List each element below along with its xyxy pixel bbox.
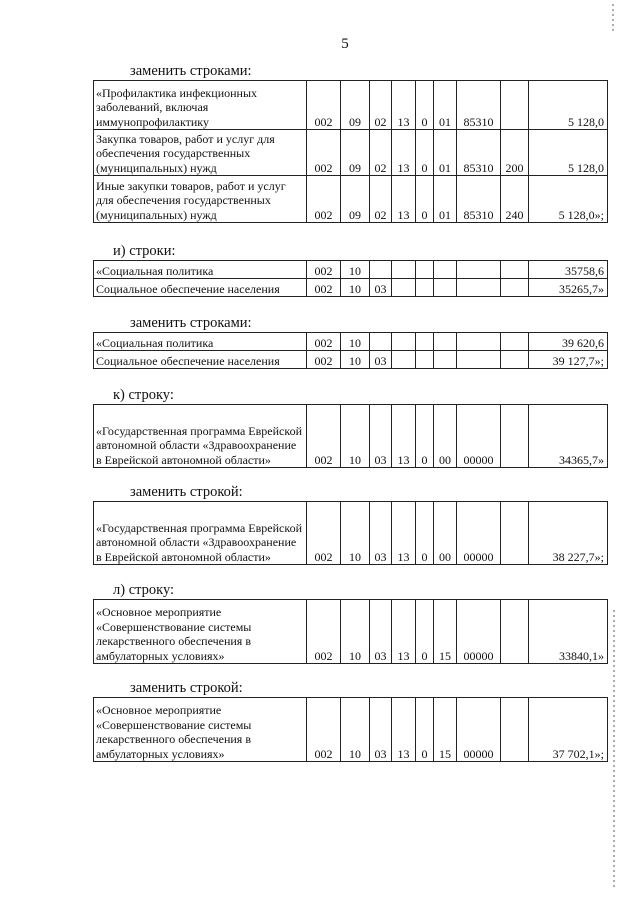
code-c8: 200 <box>501 130 529 176</box>
code-c2: 10 <box>341 405 370 468</box>
row-name: «Основное мероприятие «Совершенствование системы лекарственного обеспечения в амбулаторных условиях» <box>94 600 307 664</box>
code-c5: 0 <box>416 600 434 664</box>
code-c8: 240 <box>501 176 529 223</box>
code-c2: 09 <box>341 176 370 223</box>
block-heading: заменить строкой: <box>130 484 243 500</box>
code-c2: 10 <box>341 333 370 351</box>
code-c1: 002 <box>307 600 341 664</box>
block-heading: к) строку: <box>113 387 174 403</box>
row-name: Закупка товаров, работ и услуг для обеспечения государственных (муниципальных) нужд <box>94 130 307 176</box>
code-c5 <box>416 261 434 279</box>
block-heading: заменить строками: <box>130 315 252 331</box>
code-c1: 002 <box>307 261 341 279</box>
code-c4: 13 <box>392 502 416 565</box>
code-c2: 10 <box>341 261 370 279</box>
code-c5: 0 <box>416 81 434 130</box>
row-name: «Государственная программа Еврейской автономной области «Здравоохранение в Еврейской автономной области» <box>94 502 307 565</box>
table-row <box>94 333 608 351</box>
block-heading: заменить строкой: <box>130 680 243 696</box>
amount-value: 34365,7» <box>529 405 608 468</box>
code-c3: 02 <box>370 130 392 176</box>
table-row <box>94 81 608 130</box>
code-c2: 10 <box>341 600 370 664</box>
code-c5: 0 <box>416 502 434 565</box>
amount-value: 5 128,0»; <box>529 176 608 223</box>
table-row <box>94 405 608 468</box>
row-name: Социальное обеспечение населения <box>94 279 307 297</box>
budget-table <box>93 599 608 664</box>
code-c7: 00000 <box>457 405 501 468</box>
scan-edge-mark <box>612 4 614 34</box>
amount-value: 38 227,7»; <box>529 502 608 565</box>
row-name: «Социальная политика <box>94 333 307 351</box>
code-c3 <box>370 333 392 351</box>
code-c7: 00000 <box>457 600 501 664</box>
code-c3: 03 <box>370 279 392 297</box>
code-c5: 0 <box>416 405 434 468</box>
code-c6: 15 <box>434 600 457 664</box>
code-c2: 09 <box>341 130 370 176</box>
table-row <box>94 176 608 223</box>
row-name: «Профилактика инфекционных заболеваний, включая иммунопрофилактику <box>94 81 307 130</box>
amount-value: 37 702,1»; <box>529 698 608 762</box>
code-c4: 13 <box>392 81 416 130</box>
table-row <box>94 351 608 369</box>
code-c3: 03 <box>370 405 392 468</box>
code-c4: 13 <box>392 130 416 176</box>
code-c6: 15 <box>434 698 457 762</box>
code-c6: 01 <box>434 130 457 176</box>
budget-table <box>93 80 608 223</box>
code-c1: 002 <box>307 698 341 762</box>
code-c5 <box>416 279 434 297</box>
block-heading: заменить строками: <box>130 63 252 79</box>
code-c6 <box>434 261 457 279</box>
code-c8 <box>501 333 529 351</box>
code-c5 <box>416 333 434 351</box>
code-c1: 002 <box>307 351 341 369</box>
code-c3: 03 <box>370 351 392 369</box>
amount-value: 5 128,0 <box>529 81 608 130</box>
code-c6: 01 <box>434 176 457 223</box>
code-c2: 10 <box>341 698 370 762</box>
amount-value: 35265,7» <box>529 279 608 297</box>
code-c8 <box>501 261 529 279</box>
code-c1: 002 <box>307 176 341 223</box>
code-c6: 00 <box>434 405 457 468</box>
amount-value: 39 620,6 <box>529 333 608 351</box>
code-c2: 09 <box>341 81 370 130</box>
code-c2: 10 <box>341 502 370 565</box>
code-c7: 85310 <box>457 81 501 130</box>
amount-value: 5 128,0 <box>529 130 608 176</box>
code-c7: 00000 <box>457 502 501 565</box>
block-heading: и) строки: <box>113 243 176 259</box>
code-c7: 85310 <box>457 176 501 223</box>
code-c6 <box>434 351 457 369</box>
table-row <box>94 502 608 565</box>
table-row <box>94 130 608 176</box>
code-c8 <box>501 600 529 664</box>
budget-table <box>93 332 608 369</box>
table-row <box>94 698 608 762</box>
code-c8 <box>501 502 529 565</box>
code-c4 <box>392 351 416 369</box>
code-c6 <box>434 279 457 297</box>
table-row <box>94 279 608 297</box>
code-c1: 002 <box>307 130 341 176</box>
code-c4: 13 <box>392 600 416 664</box>
code-c3: 03 <box>370 502 392 565</box>
row-name: Социальное обеспечение населения <box>94 351 307 369</box>
code-c5: 0 <box>416 130 434 176</box>
code-c6 <box>434 333 457 351</box>
row-name: «Государственная программа Еврейской автономной области «Здравоохранение в Еврейской автономной области» <box>94 405 307 468</box>
code-c5 <box>416 351 434 369</box>
code-c1: 002 <box>307 333 341 351</box>
amount-value: 35758,6 <box>529 261 608 279</box>
budget-table <box>93 260 608 297</box>
code-c1: 002 <box>307 81 341 130</box>
code-c7 <box>457 261 501 279</box>
code-c6: 01 <box>434 81 457 130</box>
amount-value: 39 127,7»; <box>529 351 608 369</box>
code-c5: 0 <box>416 698 434 762</box>
row-name: «Основное мероприятие «Совершенствование системы лекарственного обеспечения в амбулаторных условиях» <box>94 698 307 762</box>
code-c3 <box>370 261 392 279</box>
code-c2: 10 <box>341 279 370 297</box>
code-c3: 03 <box>370 600 392 664</box>
code-c3: 02 <box>370 81 392 130</box>
code-c8 <box>501 279 529 297</box>
code-c8 <box>501 405 529 468</box>
code-c4 <box>392 333 416 351</box>
code-c3: 03 <box>370 698 392 762</box>
code-c5: 0 <box>416 176 434 223</box>
code-c7: 00000 <box>457 698 501 762</box>
code-c7 <box>457 333 501 351</box>
code-c8 <box>501 351 529 369</box>
code-c3: 02 <box>370 176 392 223</box>
page-number: 5 <box>341 36 349 52</box>
code-c1: 002 <box>307 279 341 297</box>
code-c8 <box>501 698 529 762</box>
code-c4: 13 <box>392 176 416 223</box>
code-c4 <box>392 279 416 297</box>
code-c4: 13 <box>392 698 416 762</box>
table-row <box>94 261 608 279</box>
code-c6: 00 <box>434 502 457 565</box>
row-name: Иные закупки товаров, работ и услуг для обеспечения государственных (муниципальных) нужд <box>94 176 307 223</box>
scan-edge-mark <box>613 610 615 890</box>
amount-value: 33840,1» <box>529 600 608 664</box>
code-c8 <box>501 81 529 130</box>
budget-table <box>93 404 608 468</box>
budget-table <box>93 501 608 565</box>
table-row <box>94 600 608 664</box>
block-heading: л) строку: <box>113 582 175 598</box>
code-c7: 85310 <box>457 130 501 176</box>
code-c7 <box>457 351 501 369</box>
code-c7 <box>457 279 501 297</box>
code-c1: 002 <box>307 502 341 565</box>
code-c2: 10 <box>341 351 370 369</box>
budget-table <box>93 697 608 762</box>
row-name: «Социальная политика <box>94 261 307 279</box>
code-c4: 13 <box>392 405 416 468</box>
code-c1: 002 <box>307 405 341 468</box>
code-c4 <box>392 261 416 279</box>
